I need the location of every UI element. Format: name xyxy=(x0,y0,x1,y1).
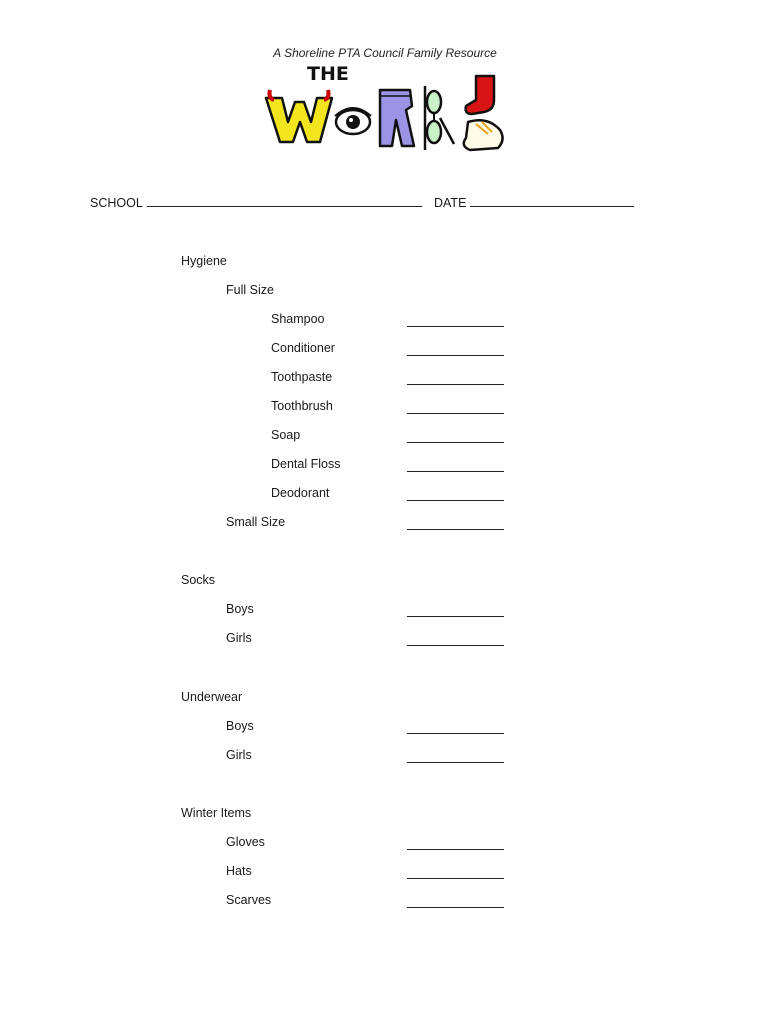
quantity-blank-toothbrush[interactable] xyxy=(407,413,504,414)
svg-text:THE: THE xyxy=(307,63,349,85)
item-label-socks-girls: Girls xyxy=(226,631,252,645)
quantity-blank-small-size[interactable] xyxy=(407,529,504,530)
item-label-socks-boys: Boys xyxy=(226,602,254,616)
quantity-blank-shampoo[interactable] xyxy=(407,326,504,327)
quantity-blank-toothpaste[interactable] xyxy=(407,384,504,385)
item-label-toothpaste: Toothpaste xyxy=(271,370,333,384)
item-label-small-size: Small Size xyxy=(226,515,286,529)
section-title-underwear: Underwear xyxy=(181,690,243,704)
quantity-blank-soap[interactable] xyxy=(407,442,504,443)
quantity-blank-conditioner[interactable] xyxy=(407,355,504,356)
item-label-underwear-boys: Boys xyxy=(226,719,254,733)
item-label-dental-floss: Dental Floss xyxy=(271,457,341,471)
quantity-blank-deodorant[interactable] xyxy=(407,500,504,501)
subsection-full-size: Full Size xyxy=(226,283,274,297)
quantity-blank-dental-floss[interactable] xyxy=(407,471,504,472)
quantity-blank-underwear-boys[interactable] xyxy=(407,733,504,734)
item-label-conditioner: Conditioner xyxy=(271,341,335,355)
item-label-soap: Soap xyxy=(271,428,301,442)
item-label-hats: Hats xyxy=(226,864,252,878)
item-label-deodorant: Deodorant xyxy=(271,486,330,500)
quantity-blank-scarves[interactable] xyxy=(407,907,504,908)
item-label-gloves: Gloves xyxy=(226,835,265,849)
quantity-blank-gloves[interactable] xyxy=(407,849,504,850)
item-label-shampoo: Shampoo xyxy=(271,312,325,326)
item-label-toothbrush: Toothbrush xyxy=(271,399,333,413)
section-title-winter-items: Winter Items xyxy=(181,806,252,820)
section-title-socks: Socks xyxy=(181,573,216,587)
section-title-hygiene: Hygiene xyxy=(181,254,227,268)
quantity-blank-hats[interactable] xyxy=(407,878,504,879)
tagline: A Shoreline PTA Council Family Resource xyxy=(273,46,497,60)
quantity-blank-socks-boys[interactable] xyxy=(407,616,504,617)
date-label: DATE xyxy=(434,196,467,210)
quantity-blank-socks-girls[interactable] xyxy=(407,645,504,646)
quantity-blank-underwear-girls[interactable] xyxy=(407,762,504,763)
item-label-underwear-girls: Girls xyxy=(226,748,252,762)
school-label: SCHOOL xyxy=(90,196,143,210)
item-label-scarves: Scarves xyxy=(226,893,272,907)
